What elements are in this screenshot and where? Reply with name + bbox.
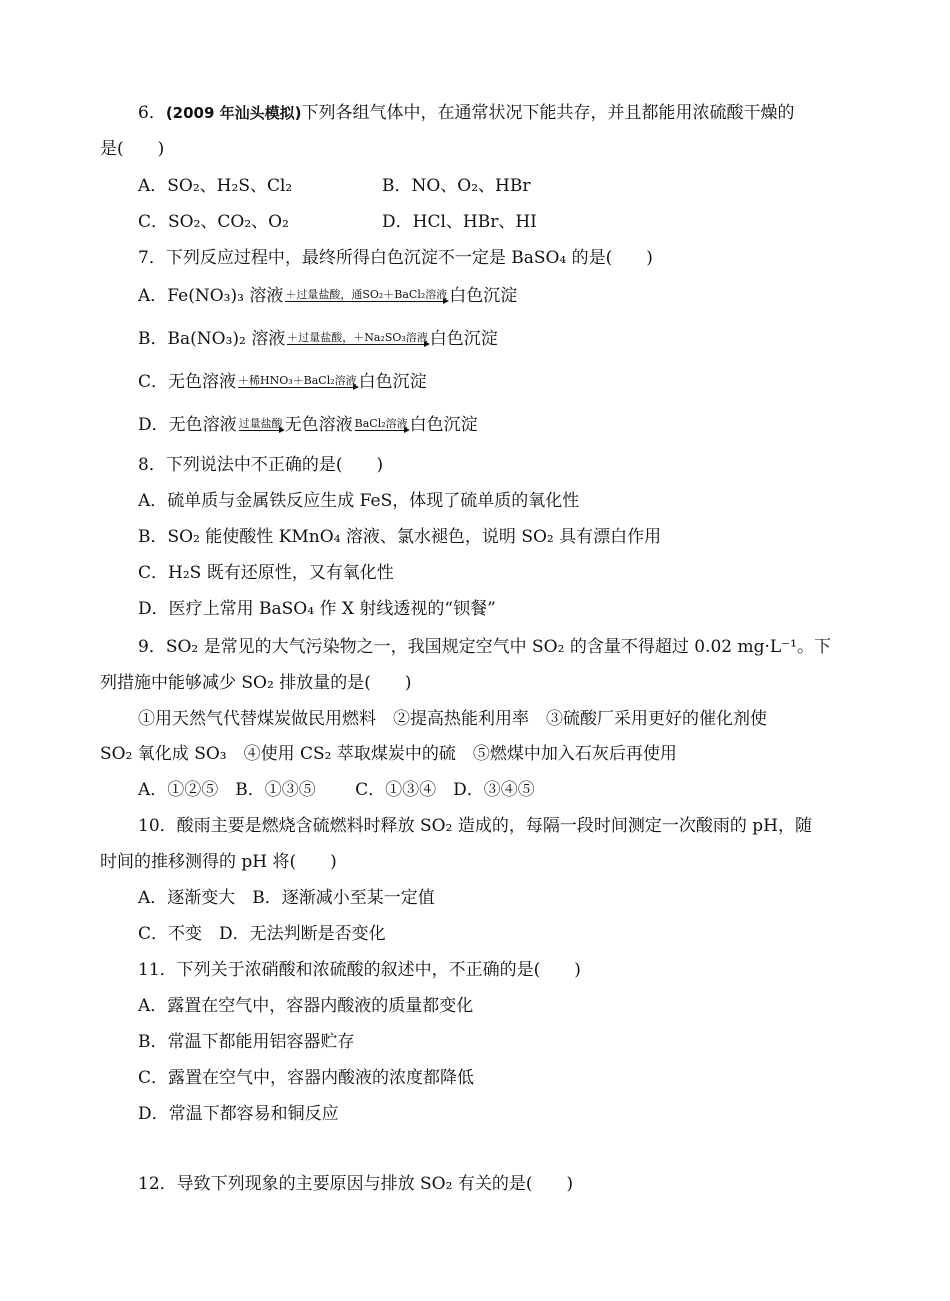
- q7-option-a: [138, 284, 517, 308]
- q11-option-d: D．常温下都容易和铜反应: [138, 1104, 339, 1124]
- q7-option-d: [138, 413, 478, 437]
- option-text: A．Fe(NO₃)₃ 溶液: [138, 286, 284, 306]
- q11-stem: 11．下列关于浓硝酸和浓硫酸的叙述中，不正确的是( ): [138, 960, 581, 980]
- q9-stem-line2: 列措施中能够减少 SO₂ 排放量的是( ): [100, 673, 412, 693]
- arrow-label: ＋稀HNO₃＋BaCl₂溶液: [238, 374, 357, 387]
- option-result: 白色沉淀: [409, 415, 478, 435]
- q10-stem-line1: 10．酸雨主要是燃烧含硫燃料时释放 SO₂ 造成的，每隔一段时间测定一次酸雨的 pH，随: [138, 816, 812, 836]
- q8-option-c: C．H₂S 既有还原性，又有氧化性: [138, 563, 394, 583]
- arrow-shaft: [285, 301, 447, 302]
- question-source: (2009 年汕头模拟): [165, 104, 302, 122]
- q12-stem: 12．导致下列现象的主要原因与排放 SO₂ 有关的是( ): [138, 1174, 574, 1194]
- q6-option-c: C．SO₂、CO₂、O₂: [138, 212, 289, 232]
- q8-stem: 8．下列说法中不正确的是( ): [138, 455, 384, 475]
- arrow-label: 过量盐酸: [238, 417, 283, 430]
- arrow-label: ＋过量盐酸，＋Na₂SO₃溶液: [287, 331, 428, 344]
- q9-items-line2: SO₂ 氧化成 SO₃ ④使用 CS₂ 萃取煤炭中的硫 ⑤燃煤中加入石灰后再使用: [100, 744, 677, 764]
- arrow-label: BaCl₂溶液: [354, 417, 408, 430]
- question-stem: 下列各组气体中，在通常状况下能共存，并且都能用浓硫酸干燥的: [301, 103, 795, 123]
- option-text: C．无色溶液: [138, 372, 237, 392]
- question-number: 6．: [138, 103, 166, 123]
- q8-option-a: A．硫单质与金属铁反应生成 FeS，体现了硫单质的氧化性: [138, 491, 580, 511]
- arrow-shaft: [238, 387, 357, 388]
- q6-stem-line2: 是( ): [100, 139, 165, 159]
- q10-options-cd: C．不变 D．无法判断是否变化: [138, 924, 386, 944]
- q10-stem-line2: 时间的推移测得的 pH 将( ): [100, 852, 337, 872]
- q9-items-line1: ①用天然气代替煤炭做民用燃料 ②提高热能利用率 ③硫酸厂采用更好的催化剂使: [138, 709, 767, 729]
- q6-stem-line1: [138, 101, 795, 125]
- q10-options-ab: A．逐渐变大 B．逐渐减小至某一定值: [138, 888, 435, 908]
- q11-option-c: C．露置在空气中，容器内酸液的浓度都降低: [138, 1068, 475, 1088]
- arrow-shaft: [239, 430, 283, 431]
- q11-option-a: A．露置在空气中，容器内酸液的质量都变化: [138, 996, 474, 1016]
- option-text: D．无色溶液: [138, 415, 237, 435]
- q7-option-b: [138, 327, 498, 351]
- reaction-arrow: [239, 418, 283, 431]
- q9-stem-line1: 9．SO₂ 是常见的大气污染物之一，我国规定空气中 SO₂ 的含量不得超过 0.02 mg·L⁻¹。下: [138, 637, 831, 657]
- option-text: 无色溶液: [284, 415, 353, 435]
- reaction-arrow: [287, 332, 428, 345]
- arrow-label: ＋过量盐酸，通SO₂＋BaCl₂溶液: [285, 288, 448, 301]
- option-result: 白色沉淀: [358, 372, 427, 392]
- option-result: 白色沉淀: [429, 329, 498, 349]
- q8-option-b: B．SO₂ 能使酸性 KMnO₄ 溶液、氯水褪色，说明 SO₂ 具有漂白作用: [138, 527, 662, 547]
- q6-option-d: D．HCl、HBr、HI: [382, 212, 537, 232]
- q7-option-c: [138, 370, 427, 394]
- option-text: B．Ba(NO₃)₂ 溶液: [138, 329, 286, 349]
- reaction-arrow: [355, 418, 408, 431]
- reaction-arrow: [238, 375, 357, 388]
- q6-option-b: B．NO、O₂、HBr: [382, 176, 531, 196]
- arrow-shaft: [355, 430, 408, 431]
- q7-stem: 7．下列反应过程中，最终所得白色沉淀不一定是 BaSO₄ 的是( ): [138, 248, 653, 268]
- q8-option-d: D．医疗上常用 BaSO₄ 作 X 射线透视的“钡餐”: [138, 599, 496, 619]
- option-result: 白色沉淀: [449, 286, 518, 306]
- reaction-arrow: [285, 289, 447, 302]
- q6-option-a: A．SO₂、H₂S、Cl₂: [138, 176, 293, 196]
- arrow-shaft: [287, 344, 428, 345]
- q9-options: A．①②⑤ B．①③⑤ C．①③④ D．③④⑤: [138, 780, 535, 800]
- q11-option-b: B．常温下都能用铝容器贮存: [138, 1032, 355, 1052]
